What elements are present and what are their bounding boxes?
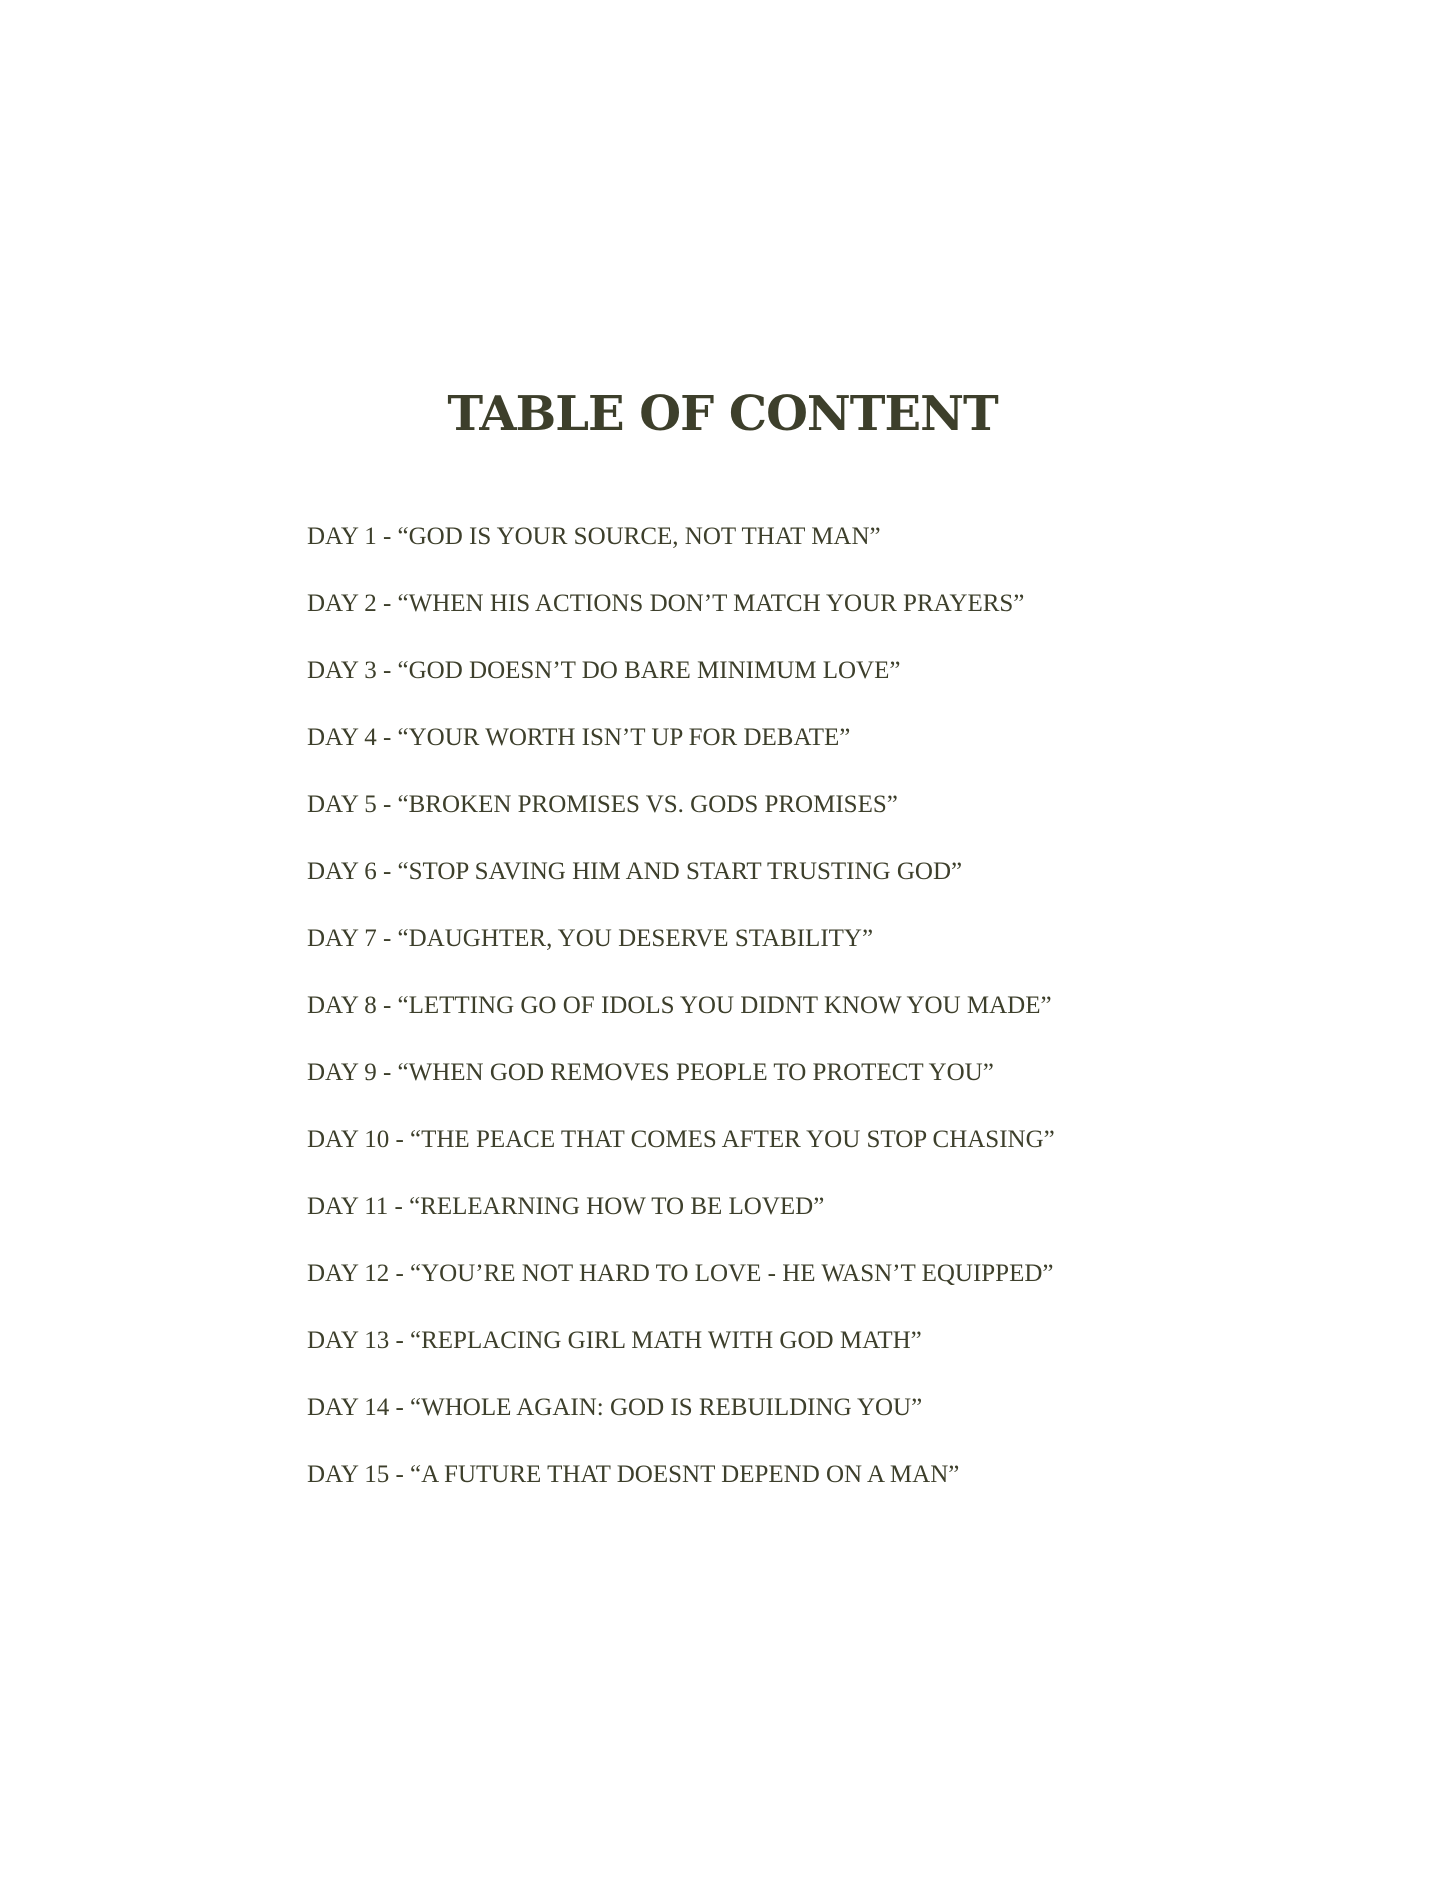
toc-entry-day-11: DAY 11 - “RELEARNING HOW TO BE LOVED” [307,1193,825,1220]
toc-entry-day-4: DAY 4 - “YOUR WORTH ISN’T UP FOR DEBATE” [307,724,851,751]
toc-entry-day-14: DAY 14 - “WHOLE AGAIN: GOD IS REBUILDING YOU” [307,1394,923,1421]
toc-entry-day-13: DAY 13 - “REPLACING GIRL MATH WITH GOD MATH” [307,1327,922,1354]
toc-list [307,520,1055,1525]
toc-entry-day-10: DAY 10 - “THE PEACE THAT COMES AFTER YOU STOP CHASING” [307,1126,1055,1153]
page-title: TABLE OF CONTENT [447,386,998,442]
toc-entry-day-6: DAY 6 - “STOP SAVING HIM AND START TRUSTING GOD” [307,858,963,885]
toc-entry-day-7: DAY 7 - “DAUGHTER, YOU DESERVE STABILITY” [307,925,874,952]
toc-entry-day-2: DAY 2 - “WHEN HIS ACTIONS DON’T MATCH YOUR PRAYERS” [307,590,1025,617]
toc-entry-day-12: DAY 12 - “YOU’RE NOT HARD TO LOVE - HE WASN’T EQUIPPED” [307,1260,1054,1287]
toc-entry-day-3: DAY 3 - “GOD DOESN’T DO BARE MINIMUM LOVE” [307,657,901,684]
toc-entry-day-8: DAY 8 - “LETTING GO OF IDOLS YOU DIDNT KNOW YOU MADE” [307,992,1052,1019]
toc-entry-day-5: DAY 5 - “BROKEN PROMISES VS. GODS PROMISES” [307,791,898,818]
toc-entry-day-1: DAY 1 - “GOD IS YOUR SOURCE, NOT THAT MAN” [307,523,881,550]
toc-entry-day-9: DAY 9 - “WHEN GOD REMOVES PEOPLE TO PROTECT YOU” [307,1059,994,1086]
toc-entry-day-15: DAY 15 - “A FUTURE THAT DOESNT DEPEND ON A MAN” [307,1461,960,1488]
